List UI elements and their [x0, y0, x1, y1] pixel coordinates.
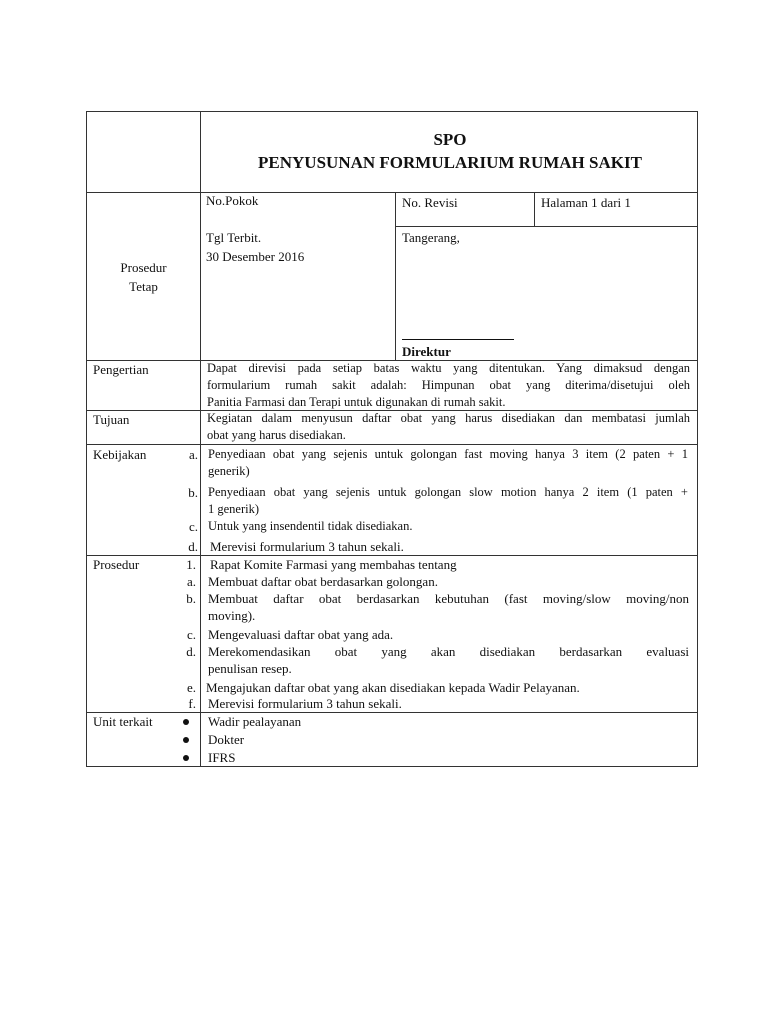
unit-item: Dokter	[208, 732, 245, 747]
prosedur-item: Rapat Komite Farmasi yang membahas tentang	[210, 557, 457, 572]
unit-item: IFRS	[208, 750, 236, 765]
text-line: penulisan resep.	[208, 661, 292, 676]
list-marker: f.	[188, 696, 196, 711]
text-line: Penyediaan obat yang sejenis untuk golongan slow motion hanya 2 item (1 paten +	[208, 485, 688, 499]
text-line: Membuat daftar obat berdasarkan kebutuhan (fast moving/slow moving/non	[208, 591, 689, 606]
text-line: Panitia Farmasi dan Terapi untuk digunakan di rumah sakit.	[207, 395, 506, 409]
tujuan-label: Tujuan	[93, 412, 130, 427]
table-divider	[534, 192, 535, 226]
halaman-label: Halaman 1 dari 1	[541, 195, 631, 210]
text-line: 1 generik)	[208, 502, 260, 516]
kebijakan-item	[208, 446, 688, 480]
list-marker: a.	[188, 447, 198, 462]
list-marker: b.	[188, 485, 198, 500]
no-pokok-label: No.Pokok	[206, 193, 259, 208]
prosedur-label-line: Tetap	[129, 279, 158, 294]
list-marker: b.	[186, 591, 196, 606]
document-title: SPO	[433, 130, 467, 149]
no-revisi-label: No. Revisi	[402, 195, 458, 210]
list-marker: 1.	[186, 557, 196, 572]
prosedur-item	[208, 643, 689, 677]
direktur-label: Direktur	[402, 344, 451, 359]
bullet-icon	[183, 719, 189, 725]
text-line: moving).	[208, 608, 256, 623]
prosedur-item	[208, 590, 689, 624]
bullet-icon	[183, 737, 189, 743]
table-divider	[86, 192, 698, 193]
text-line: Penyediaan obat yang sejenis untuk golongan fast moving hanya 3 item (2 paten + 1	[208, 447, 688, 461]
document-subtitle: PENYUSUNAN FORMULARIUM RUMAH SAKIT	[258, 153, 642, 172]
prosedur-item: Mengajukan daftar obat yang akan disediakan kepada Wadir Pelayanan.	[206, 680, 580, 695]
tujuan-text	[207, 410, 690, 444]
prosedur-section-label: Prosedur	[93, 557, 140, 572]
list-marker: c.	[186, 627, 196, 642]
table-divider	[86, 444, 698, 445]
text-line: Dapat direvisi pada setiap batas waktu yang ditentukan. Yang dimaksud dengan	[207, 361, 690, 375]
table-divider	[395, 192, 396, 360]
tempat-label: Tangerang,	[402, 230, 460, 245]
table-divider	[86, 712, 698, 713]
text-line: Kegiatan dalam menyusun daftar obat yang harus disediakan dan membatasi jumlah	[207, 411, 690, 425]
prosedur-item: Mengevaluasi daftar obat yang ada.	[208, 627, 394, 642]
bullet-icon	[183, 755, 189, 761]
list-marker: e.	[186, 680, 196, 695]
table-border-bottom	[86, 766, 698, 767]
list-marker: d.	[186, 644, 196, 659]
tgl-terbit-label: Tgl Terbit.	[206, 230, 262, 245]
table-divider	[200, 111, 201, 767]
prosedur-item: Merevisi formularium 3 tahun sekali.	[208, 696, 402, 711]
kebijakan-item: Untuk yang insendentil tidak disediakan.	[208, 519, 413, 533]
pengertian-label: Pengertian	[93, 362, 149, 377]
pengertian-text	[207, 360, 690, 411]
unit-item: Wadir pealayanan	[208, 714, 302, 729]
list-marker: a.	[186, 574, 196, 589]
unit-terkait-label: Unit terkait	[93, 714, 153, 729]
text-line: generik)	[208, 464, 250, 478]
list-marker: d.	[188, 539, 198, 554]
list-marker: c.	[188, 519, 198, 534]
kebijakan-item	[208, 484, 688, 518]
text-line: obat yang harus disediakan.	[207, 428, 346, 442]
table-border-top	[86, 111, 698, 112]
text-line: Merekomendasikan obat yang akan disediakan berdasarkan evaluasi	[208, 644, 689, 659]
prosedur-tetap-label	[87, 258, 200, 296]
prosedur-label-line: Prosedur	[120, 260, 167, 275]
table-divider	[395, 226, 698, 227]
text-line: formularium rumah sakit adalah: Himpunan obat yang diterima/disetujui oleh	[207, 378, 690, 392]
signature-line	[402, 339, 514, 340]
kebijakan-label: Kebijakan	[93, 447, 147, 462]
table-border-right	[697, 111, 698, 767]
table-border-left	[86, 111, 87, 767]
kebijakan-item: Merevisi formularium 3 tahun sekali.	[210, 539, 404, 554]
prosedur-item: Membuat daftar obat berdasarkan golongan.	[208, 574, 438, 589]
tgl-terbit-value: 30 Desember 2016	[206, 249, 305, 264]
